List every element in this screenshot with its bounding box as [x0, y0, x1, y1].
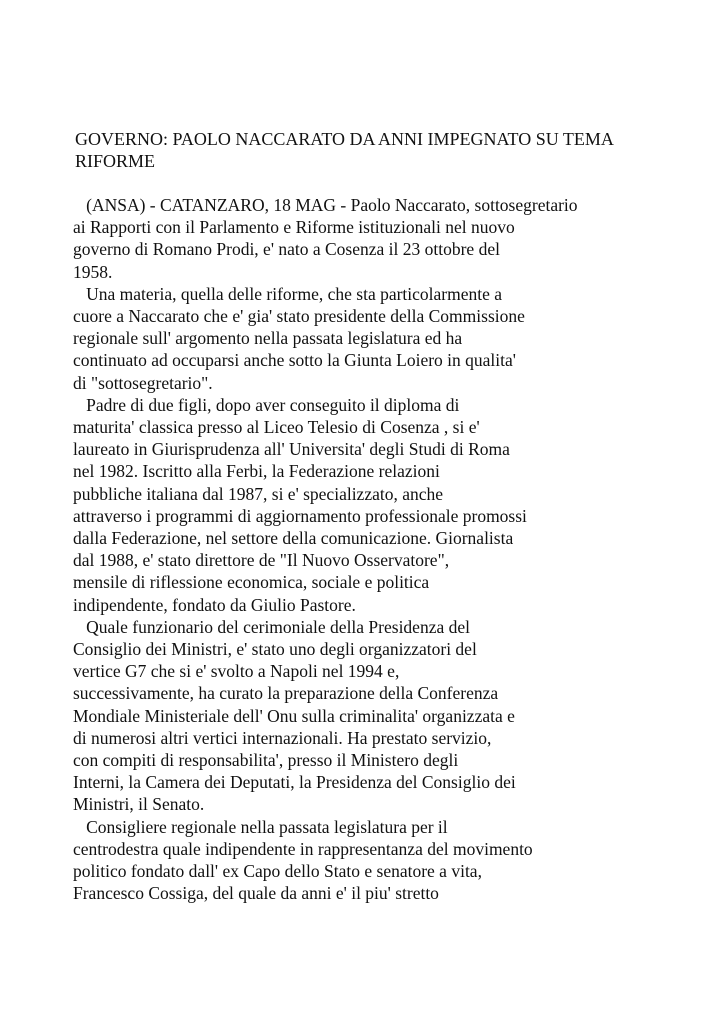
- article-body: [73, 194, 693, 905]
- body-line: continuato ad occuparsi anche sotto la Giunta Loiero in qualita': [73, 350, 516, 371]
- body-line: dal 1988, e' stato direttore de "Il Nuovo Osservatore",: [73, 550, 450, 571]
- body-line: maturita' classica presso al Liceo Telesio di Cosenza , si e': [73, 417, 480, 438]
- body-line: Ministri, il Senato.: [73, 794, 205, 815]
- title-line: RIFORME: [75, 151, 156, 171]
- body-line: Quale funzionario del cerimoniale della Presidenza del: [73, 616, 470, 637]
- body-line: pubbliche italiana dal 1987, si e' specializzato, anche: [73, 483, 444, 504]
- body-line: di numerosi altri vertici internazionali. Ha prestato servizio,: [73, 727, 492, 748]
- body-line: di "sottosegretario".: [73, 372, 213, 393]
- title-line: GOVERNO: PAOLO NACCARATO DA ANNI IMPEGNATO SU TEMA: [75, 129, 614, 149]
- body-line: dalla Federazione, nel settore della comunicazione. Giornalista: [73, 528, 514, 549]
- body-line: Padre di due figli, dopo aver conseguito il diploma di: [73, 394, 460, 415]
- body-line: attraverso i programmi di aggiornamento professionale promossi: [73, 505, 527, 526]
- body-line: governo di Romano Prodi, e' nato a Cosenza il 23 ottobre del: [73, 239, 500, 260]
- body-line: politico fondato dall' ex Capo dello Stato e senatore a vita,: [73, 861, 482, 882]
- body-line: centrodestra quale indipendente in rappresentanza del movimento: [73, 838, 533, 859]
- article-title: [75, 128, 675, 172]
- body-line: Interni, la Camera dei Deputati, la Presidenza del Consiglio dei: [73, 772, 516, 793]
- body-line: cuore a Naccarato che e' gia' stato presidente della Commissione: [73, 306, 525, 327]
- body-line: (ANSA) - CATANZARO, 18 MAG - Paolo Naccarato, sottosegretario: [73, 195, 578, 215]
- body-line: successivamente, ha curato la preparazione della Conferenza: [73, 683, 499, 704]
- body-line: mensile di riflessione economica, sociale e politica: [73, 572, 430, 593]
- body-line: 1958.: [73, 261, 113, 282]
- body-line: Consigliere regionale nella passata legislatura per il: [73, 816, 448, 837]
- body-line: vertice G7 che si e' svolto a Napoli nel 1994 e,: [73, 661, 400, 682]
- body-line: nel 1982. Iscritto alla Ferbi, la Federazione relazioni: [73, 461, 440, 482]
- body-line: Francesco Cossiga, del quale da anni e' il piu' stretto: [73, 883, 439, 904]
- body-line: Una materia, quella delle riforme, che sta particolarmente a: [73, 283, 503, 304]
- body-line: Mondiale Ministeriale dell' Onu sulla criminalita' organizzata e: [73, 705, 515, 726]
- body-line: Consiglio dei Ministri, e' stato uno degli organizzatori del: [73, 639, 477, 660]
- body-line: laureato in Giurisprudenza all' Universita' degli Studi di Roma: [73, 439, 510, 460]
- body-line: indipendente, fondato da Giulio Pastore.: [73, 594, 356, 615]
- body-line: con compiti di responsabilita', presso il Ministero degli: [73, 750, 459, 771]
- body-line: regionale sull' argomento nella passata legislatura ed ha: [73, 328, 463, 349]
- body-line: ai Rapporti con il Parlamento e Riforme istituzionali nel nuovo: [73, 217, 515, 238]
